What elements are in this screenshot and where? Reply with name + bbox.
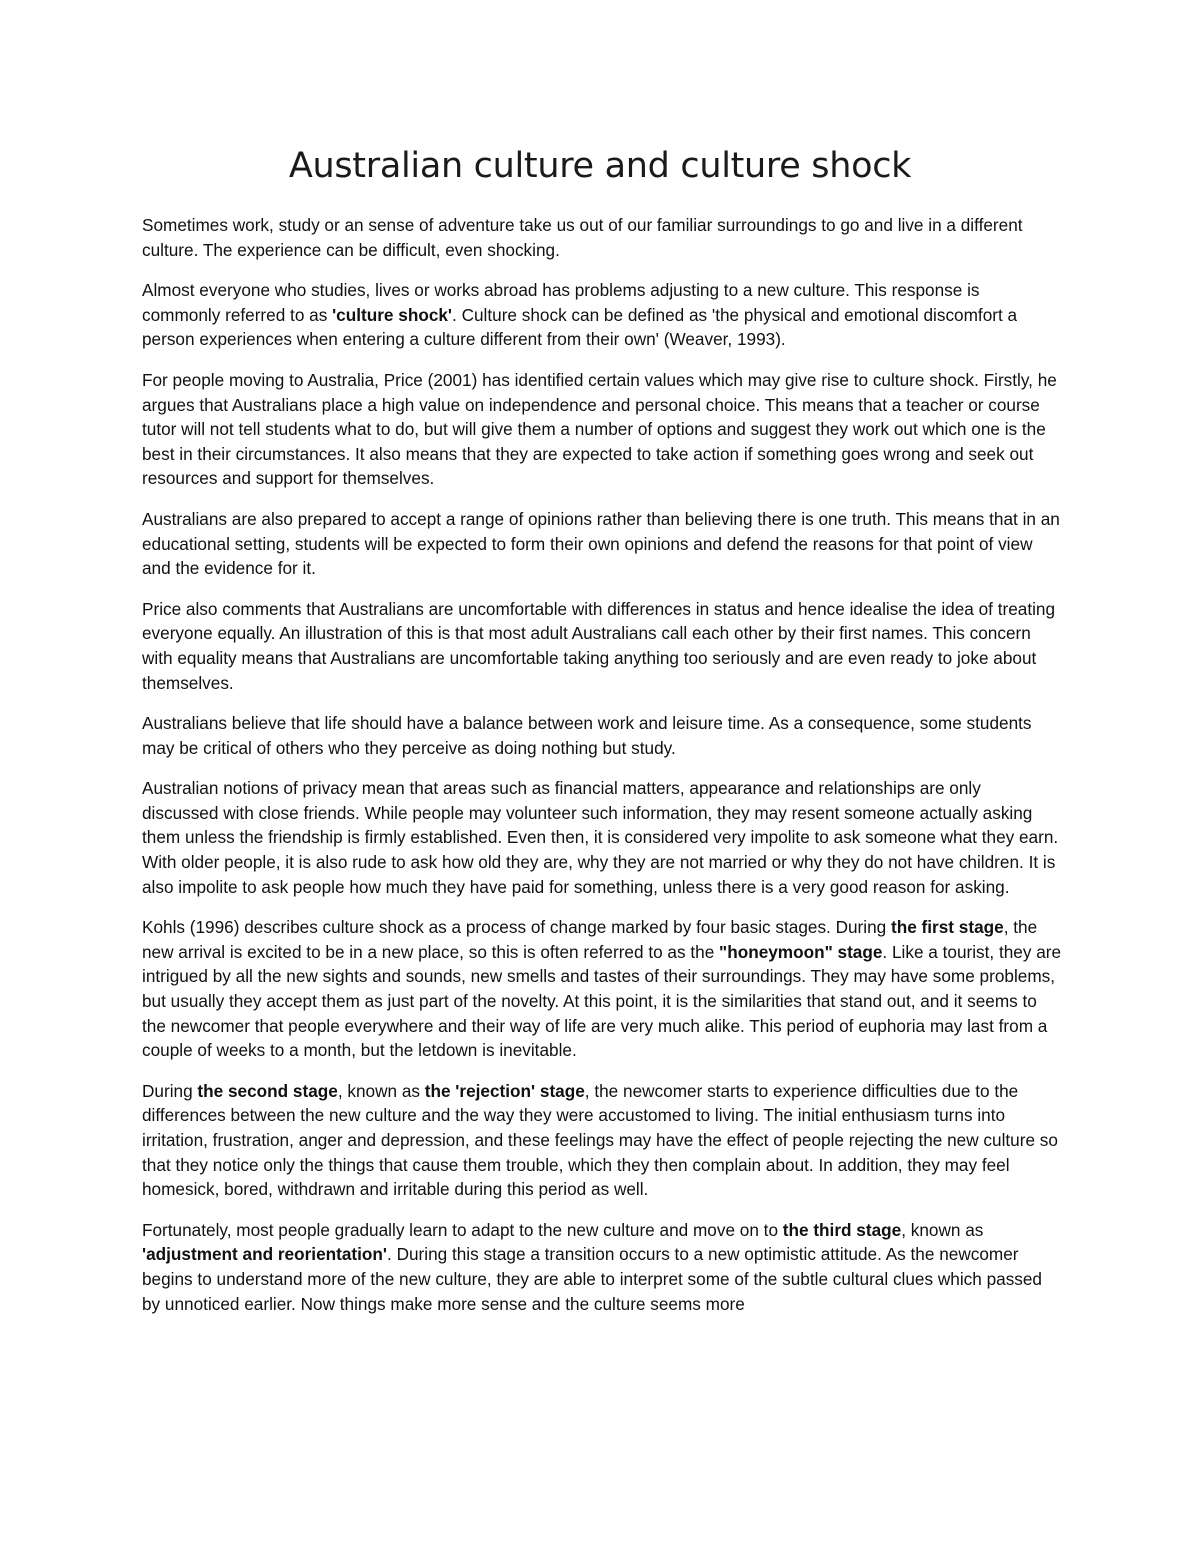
paragraph <box>142 711 1062 760</box>
text-run: . Culture shock can be defined as 'the physical and emotional discomfort a person experiences when entering a culture different from their own' (Weaver, 1993). <box>142 304 1018 350</box>
text-run: Australians are also prepared to accept a range of opinions rather than believing there is one truth. This means that in an educational setting, students will be expected to form their own opinions and defend the reasons for that point of view and the evidence for it. <box>142 508 1060 579</box>
text-run: Fortunately, most people gradually learn to adapt to the new culture and move on to <box>142 1219 783 1240</box>
bold-text: the first stage <box>891 917 1004 938</box>
text-run: , the new arrival is excited to be in a new place, so this is often referred to as the <box>142 917 1038 962</box>
paragraph <box>142 597 1062 695</box>
bold-text: the second stage <box>197 1080 338 1101</box>
bold-text: 'culture shock' <box>332 304 453 325</box>
paragraph <box>142 213 1062 262</box>
text-run: . During this stage a transition occurs to a new optimistic attitude. As the newcomer begins to understand more of the new culture, they are able to interpret some of the subtle cultural clues which passed by unnoticed earlier. Now things make more sense and the culture seems more <box>142 1244 1042 1314</box>
text-run: Australian notions of privacy mean that areas such as financial matters, appearance and relationships are only discussed with close friends. While people may volunteer such information, they may resent someone actually asking them unless the friendship is firmly established. Even then, it is considered very impolite to ask someone what they earn. With older people, it is also rude to ask how old they are, why they are not married or why they do not have children. It is also impolite to ask people how much they have paid for something, unless there is a very good reason for asking. <box>142 778 1059 897</box>
paragraph <box>142 915 1062 1063</box>
document-body <box>142 213 1062 1332</box>
paragraph <box>142 1079 1062 1202</box>
document-title: Australian culture and culture shock <box>288 146 912 186</box>
paragraph <box>142 776 1062 899</box>
text-run: , the newcomer starts to experience difficulties due to the differences between the new culture and the way they were accustomed to living. The initial enthusiasm turns into irritation, frustration, anger and depression, and these feelings may have the effect of people rejecting the new culture so that they notice only the things that cause them trouble, which they then complain about. In addition, they may feel homesick, bored, withdrawn and irritable during this period as well. <box>142 1080 1058 1200</box>
text-run: During <box>142 1080 198 1101</box>
bold-text: "honeymoon" stage <box>719 941 883 962</box>
text-run: Kohls (1996) describes culture shock as a process of change marked by four basic stages. During <box>142 917 891 938</box>
text-run: . Like a tourist, they are intrigued by all the new sights and sounds, new smells and tastes of their surroundings. They may have some problems, but usually they accept them as just part of the novelty. At this point, it is the similarities that stand out, and it seems to the newcomer that people everywhere and their way of life are very much alike. This period of euphoria may last from a couple of weeks to a month, but the letdown is inevitable. <box>142 941 1062 1061</box>
bold-text: the third stage <box>782 1219 902 1240</box>
paragraph <box>142 368 1062 491</box>
paragraph <box>142 1218 1062 1316</box>
text-run: Sometimes work, study or an sense of adventure take us out of our familiar surroundings to go and live in a different culture. The experience can be difficult, even shocking. <box>142 215 1023 260</box>
text-run: For people moving to Australia, Price (2001) has identified certain values which may give rise to culture shock. Firstly, he argues that Australians place a high value on independence and personal choice. This means that a teacher or course tutor will not tell students what to do, but will give them a number of options and suggest they work out which one is the best in their circumstances. It also means that they are expected to take action if something goes wrong and seek out resources and support for themselves. <box>142 369 1057 489</box>
bold-text: 'adjustment and reorientation' <box>142 1244 388 1265</box>
bold-text: the 'rejection' stage <box>424 1080 585 1101</box>
paragraph <box>142 507 1062 581</box>
text-run: Price also comments that Australians are uncomfortable with differences in status and hence idealise the idea of treating everyone equally. An illustration of this is that most adult Australians call each other by their first names. This concern with equality means that Australians are uncomfortable taking anything too seriously and are even ready to joke about themselves. <box>142 598 1056 693</box>
text-run: , known as <box>337 1080 425 1101</box>
text-run: Australians believe that life should have a balance between work and leisure time. As a consequence, some students may be critical of others who they perceive as doing nothing but study. <box>142 713 1032 758</box>
paragraph <box>142 278 1062 352</box>
text-run: Almost everyone who studies, lives or works abroad has problems adjusting to a new culture. This response is commonly referred to as <box>142 280 980 325</box>
text-run: , known as <box>901 1219 984 1240</box>
